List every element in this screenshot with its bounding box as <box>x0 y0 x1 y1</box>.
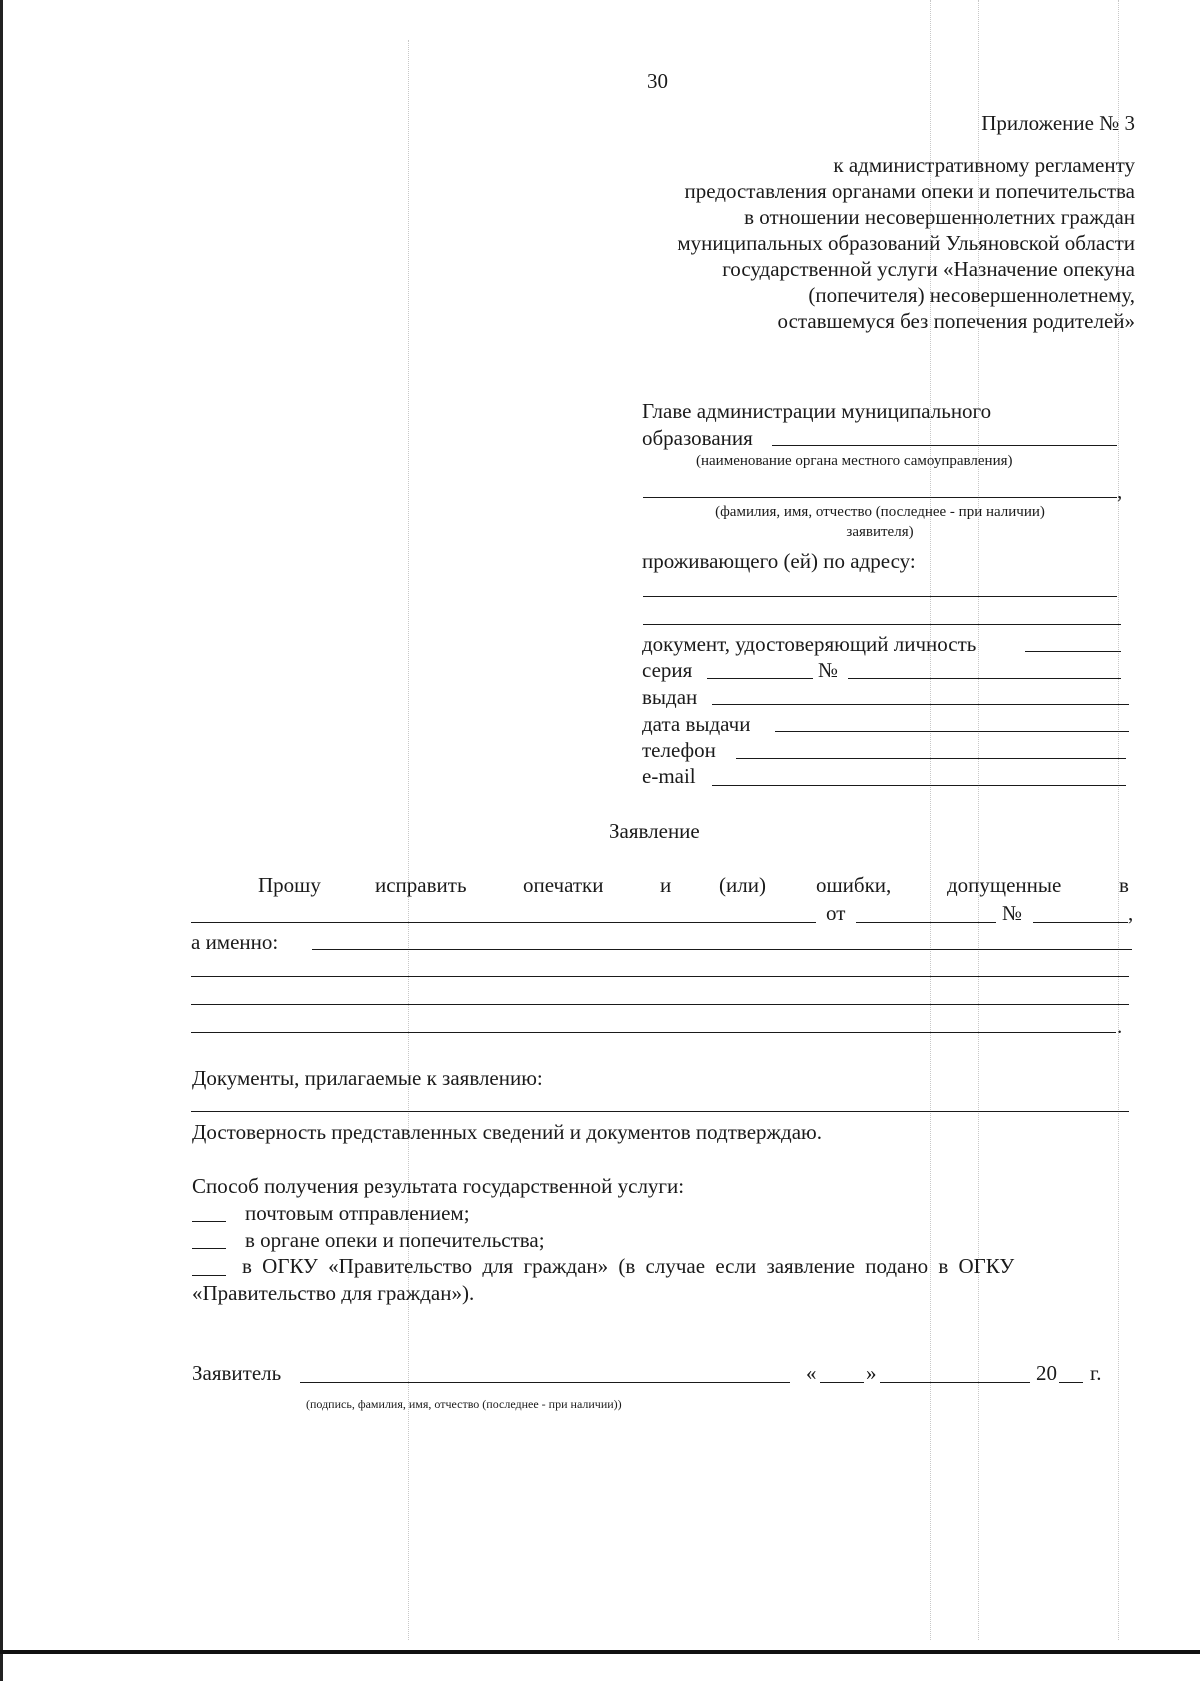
issued-label: выдан <box>642 685 698 709</box>
number-field[interactable] <box>848 678 1121 679</box>
signature-hint: (подпись, фамилия, имя, отчество (последнее - при наличии)) <box>306 1397 622 1411</box>
id-document-field[interactable] <box>1025 651 1121 652</box>
method-label: Способ получения результата государственной услуги: <box>192 1174 685 1198</box>
method-option-continuation: «Правительство для граждан»). <box>192 1281 475 1305</box>
address-field[interactable] <box>643 624 1121 625</box>
appendix-line: (попечителя) несовершеннолетнему, <box>808 283 1135 307</box>
number-label: № <box>1002 901 1023 925</box>
document-name-field[interactable] <box>191 922 816 923</box>
applicant-name-field[interactable] <box>643 497 1117 498</box>
request-word: и <box>660 873 672 897</box>
signature-field[interactable] <box>300 1382 790 1383</box>
page-edge-left <box>0 0 3 1681</box>
comma: , <box>1117 479 1123 503</box>
field-hint: (фамилия, имя, отчество (последнее - при наличии) <box>715 504 1045 520</box>
addressee-line: образования <box>642 426 753 450</box>
method-option-checkbox[interactable] <box>192 1248 226 1249</box>
addressee-line: Главе администрации муниципального <box>642 399 992 423</box>
appendix-line: предоставления органами опеки и попечительства <box>684 179 1135 203</box>
comma: , <box>1128 901 1134 925</box>
document-date-field[interactable] <box>856 922 996 923</box>
method-option-checkbox[interactable] <box>192 1275 226 1276</box>
details-field[interactable] <box>191 1004 1129 1005</box>
request-word: Прошу <box>258 873 321 897</box>
request-word: в <box>1119 873 1129 897</box>
details-field[interactable] <box>191 1032 1116 1033</box>
phone-label: телефон <box>642 738 716 762</box>
phone-field[interactable] <box>736 758 1126 759</box>
day-field[interactable] <box>820 1382 864 1383</box>
method-option: в ОГКУ «Правительство для граждан» (в случае если заявление подано в ОГКУ <box>242 1254 1015 1278</box>
request-word: исправить <box>375 873 467 897</box>
appendix-line: муниципальных образований Ульяновской области <box>677 231 1135 255</box>
request-word: (или) <box>719 873 766 897</box>
quote-open: « <box>806 1361 817 1385</box>
address-label: проживающего (ей) по адресу: <box>642 549 916 573</box>
namely-label: а именно: <box>191 930 279 954</box>
statement-title: Заявление <box>609 819 700 843</box>
month-field[interactable] <box>880 1382 1030 1383</box>
documents-label: Документы, прилагаемые к заявлению: <box>192 1066 543 1090</box>
confirmation-text: Достоверность представленных сведений и документов подтверждаю. <box>192 1120 822 1144</box>
document-number-field[interactable] <box>1033 922 1128 923</box>
page-edge-bottom <box>0 1650 1200 1654</box>
field-hint: заявителя) <box>846 524 914 540</box>
request-word: ошибки, <box>816 873 892 897</box>
year-field[interactable] <box>1059 1382 1083 1383</box>
municipality-field[interactable] <box>772 445 1117 446</box>
appendix-line: в отношении несовершеннолетних граждан <box>744 205 1135 229</box>
issue-date-label: дата выдачи <box>642 712 751 736</box>
details-field[interactable] <box>312 949 1132 950</box>
method-option: почтовым отправлением; <box>245 1201 470 1225</box>
appendix-line: государственной услуги «Назначение опекуна <box>722 257 1135 281</box>
address-field[interactable] <box>643 596 1117 597</box>
field-hint: (наименование органа местного самоуправления) <box>696 453 1013 469</box>
appendix-line: к административному регламенту <box>833 153 1135 177</box>
request-word: допущенные <box>947 873 1062 897</box>
page-number: 30 <box>647 69 668 93</box>
appendix-line: оставшемуся без попечения родителей» <box>777 309 1135 333</box>
email-field[interactable] <box>712 785 1126 786</box>
period: . <box>1117 1014 1123 1038</box>
issued-field[interactable] <box>712 704 1129 705</box>
quote-close: » <box>866 1361 877 1385</box>
from-label: от <box>826 901 846 925</box>
method-option: в органе опеки и попечительства; <box>245 1228 545 1252</box>
applicant-label: Заявитель <box>192 1361 282 1385</box>
series-field[interactable] <box>707 678 813 679</box>
documents-field[interactable] <box>191 1111 1129 1112</box>
request-word: опечатки <box>523 873 604 897</box>
series-label: серия <box>642 658 693 682</box>
number-label: № <box>818 658 839 682</box>
details-field[interactable] <box>191 976 1129 977</box>
issue-date-field[interactable] <box>775 731 1129 732</box>
email-label: e-mail <box>642 764 696 788</box>
appendix-title: Приложение № 3 <box>981 111 1135 135</box>
method-option-checkbox[interactable] <box>192 1221 226 1222</box>
id-document-label: документ, удостоверяющий личность <box>642 632 977 656</box>
year-prefix: 20 <box>1036 1361 1057 1385</box>
year-suffix: г. <box>1090 1361 1102 1385</box>
